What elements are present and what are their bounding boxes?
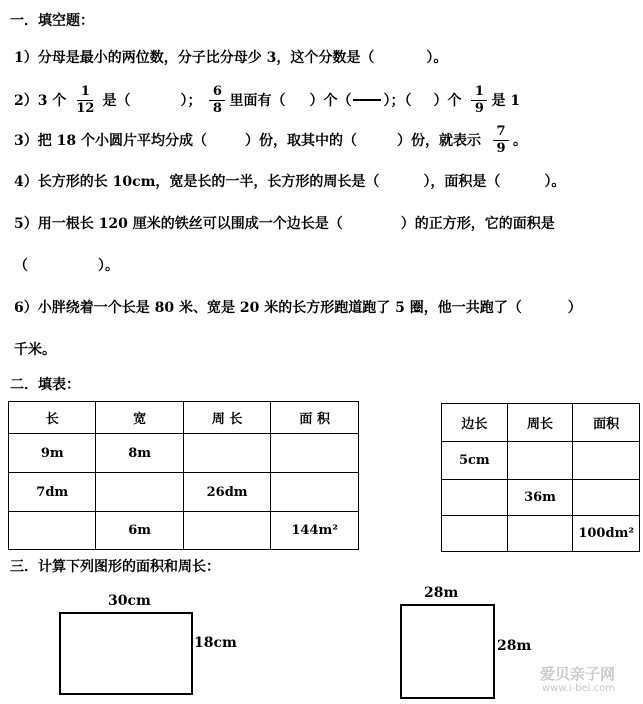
question-2: 2）3 个 $\frac{1}{12}$ 是（ ）； $\frac{6}{8}$ 里面有（ ）个（ ）；（ ）个 $\frac{1}{9}$ 是 1 [14, 83, 521, 116]
table-header: 宽 [96, 402, 183, 434]
fill-table-square [441, 403, 640, 552]
table-cell: 6m [96, 512, 183, 550]
table-cell-blank[interactable] [9, 512, 96, 550]
fraction-blank-line[interactable] [353, 99, 381, 101]
table-cell-blank[interactable] [442, 480, 508, 516]
fraction-6-8: $\frac{6}{8}$ [209, 85, 225, 116]
fraction-1-9: $\frac{1}{9}$ [471, 85, 487, 116]
watermark-url: www.i-bei.com [542, 683, 615, 694]
table-cell-blank[interactable] [183, 512, 271, 550]
question-5-line-2: （ ）。 [14, 258, 119, 274]
question-1: 1）分母是最小的两位数，分子比分母少 3，这个分数是（ ）。 [14, 46, 447, 68]
table-header: 周 长 [183, 402, 271, 434]
table-cell-blank[interactable] [271, 434, 359, 473]
table-header: 周长 [507, 404, 573, 442]
table-cell: 144m² [271, 512, 359, 550]
table-cell: 7dm [9, 473, 96, 512]
table-cell: 26dm [183, 473, 271, 512]
table-cell-blank[interactable] [96, 473, 183, 512]
table-cell-blank[interactable] [507, 442, 573, 480]
fraction-1-12: $\frac{1}{12}$ [76, 83, 95, 116]
rectangle-height-label: 18cm [194, 635, 237, 651]
square-width-label: 28m [424, 585, 459, 601]
table-cell-blank[interactable] [442, 516, 508, 552]
section2-heading: 二．填表： [10, 377, 80, 393]
table-cell-blank[interactable] [573, 480, 640, 516]
table-cell-blank[interactable] [183, 434, 271, 473]
question-3: 3）把 18 个小圆片平均分成（ ）份，取其中的（ ）份，就表示 $\frac{7}{9}$ 。 [14, 123, 527, 156]
question-5: 5）用一根长 120 厘米的铁丝可以围成一个边长是（ ）的正方形，它的面积是 [14, 216, 555, 232]
table-cell-blank[interactable] [507, 516, 573, 552]
question-6-line-2: 千米。 [14, 342, 56, 358]
table-header: 边长 [442, 404, 508, 442]
section1-heading: 一．填空题： [10, 13, 94, 29]
table-cell: 36m [507, 480, 573, 516]
table-header: 面 积 [271, 402, 359, 434]
table-cell: 8m [96, 434, 183, 473]
table-cell-blank[interactable] [573, 442, 640, 480]
question-4: 4）长方形的长 10cm，宽是长的一半，长方形的周长是（ ），面积是（ ）。 [14, 174, 566, 190]
watermark-title: 爱贝亲子网 [540, 665, 616, 683]
table-cell-blank[interactable] [271, 473, 359, 512]
section3-heading: 三．计算下列图形的面积和周长： [10, 559, 220, 575]
table-cell: 100dm² [573, 516, 640, 552]
question-1-text: 1）分母是最小的两位数，分子比分母少 3，这个分数是（ [14, 50, 375, 66]
table-cell: 9m [9, 434, 96, 473]
table-header: 长 [9, 402, 96, 434]
table-header: 面积 [573, 404, 640, 442]
table-cell: 5cm [442, 442, 508, 480]
rectangle-figure [59, 612, 193, 695]
fraction-7-9: $\frac{7}{9}$ [493, 125, 509, 156]
square-height-label: 28m [497, 638, 532, 654]
square-figure [400, 604, 495, 699]
rectangle-width-label: 30cm [108, 593, 151, 609]
question-6: 6）小胖绕着一个长是 80 米、宽是 20 米的长方形跑道跑了 5 圈，他一共跑了（ ） [14, 300, 582, 316]
fill-table-rectangle [8, 401, 359, 550]
